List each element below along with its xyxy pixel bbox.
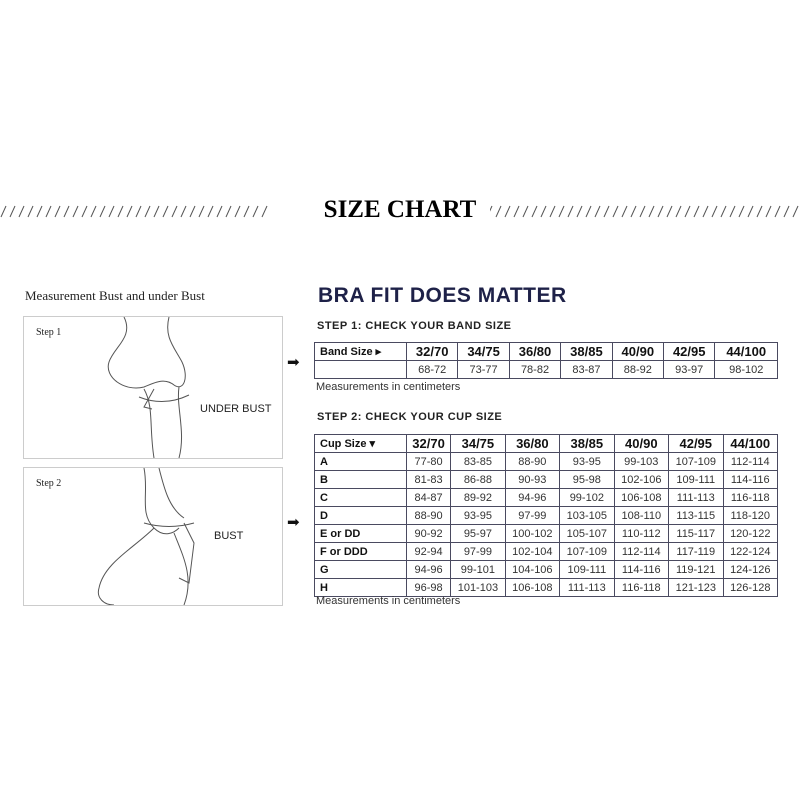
cell: 94-96 [505, 489, 559, 507]
cell: 120-122 [723, 525, 778, 543]
cup-label: C [315, 489, 407, 507]
cell: 109-111 [669, 471, 723, 489]
size-header: 44/100 [715, 343, 778, 361]
cell: 81-83 [407, 471, 451, 489]
cell: 122-124 [723, 543, 778, 561]
cell: 117-119 [669, 543, 723, 561]
cell: 98-102 [715, 361, 778, 379]
cell: 112-114 [614, 543, 668, 561]
cell: 93-97 [664, 361, 715, 379]
cell: 116-118 [723, 489, 778, 507]
cell: 118-120 [723, 507, 778, 525]
cup-label: A [315, 453, 407, 471]
band-note: Measurements in centimeters [316, 381, 461, 393]
cell: 102-106 [614, 471, 668, 489]
cup-label: H [315, 579, 407, 597]
step1-panel [23, 316, 283, 459]
cup-label: G [315, 561, 407, 579]
size-header: 38/85 [561, 343, 612, 361]
under-bust-label: UNDER BUST [200, 403, 272, 415]
arrow-right-icon: ➡ [287, 514, 300, 531]
cell: 109-111 [560, 561, 614, 579]
cell: 111-113 [560, 579, 614, 597]
cell: 101-103 [451, 579, 505, 597]
size-header: 42/95 [669, 435, 723, 453]
bust-figure-illustration [84, 468, 224, 605]
size-header: 42/95 [664, 343, 715, 361]
cell: 124-126 [723, 561, 778, 579]
cell: 95-98 [560, 471, 614, 489]
cell: 88-90 [505, 453, 559, 471]
table-row [315, 489, 778, 507]
size-header: 32/70 [407, 343, 458, 361]
cell: 108-110 [614, 507, 668, 525]
empty-cell [315, 361, 407, 379]
cell: 78-82 [509, 361, 560, 379]
table-row [315, 507, 778, 525]
table-row [315, 453, 778, 471]
cup-label: D [315, 507, 407, 525]
cell: 100-102 [505, 525, 559, 543]
table-row [315, 561, 778, 579]
size-header: 44/100 [723, 435, 778, 453]
step2-panel [23, 467, 283, 606]
table-row [315, 471, 778, 489]
step1-label: Step 1 [36, 327, 62, 338]
cell: 93-95 [451, 507, 505, 525]
cell: 89-92 [451, 489, 505, 507]
cell: 114-116 [614, 561, 668, 579]
cell: 116-118 [614, 579, 668, 597]
cell: 106-108 [505, 579, 559, 597]
size-header: 36/80 [509, 343, 560, 361]
arrow-right-icon: ➡ [287, 354, 300, 371]
cell: 99-101 [451, 561, 505, 579]
cell: 113-115 [669, 507, 723, 525]
size-header: 34/75 [451, 435, 505, 453]
cup-step-title: STEP 2: CHECK YOUR CUP SIZE [317, 411, 503, 423]
page-title: SIZE CHART [0, 196, 800, 224]
bust-label: BUST [214, 530, 244, 542]
cell: 99-102 [560, 489, 614, 507]
cell: 88-92 [612, 361, 663, 379]
cell: 97-99 [505, 507, 559, 525]
cell: 107-109 [560, 543, 614, 561]
cell: 104-106 [505, 561, 559, 579]
cell: 84-87 [407, 489, 451, 507]
cell: 103-105 [560, 507, 614, 525]
cell: 93-95 [560, 453, 614, 471]
cell: 126-128 [723, 579, 778, 597]
cup-label: F or DDD [315, 543, 407, 561]
cell: 92-94 [407, 543, 451, 561]
cup-size-header: Cup Size ▾ [315, 435, 407, 453]
cell: 107-109 [669, 453, 723, 471]
cell: 102-104 [505, 543, 559, 561]
table-row [315, 361, 778, 379]
cell: 94-96 [407, 561, 451, 579]
cell: 106-108 [614, 489, 668, 507]
table-row [315, 525, 778, 543]
cup-note: Measurements in centimeters [316, 595, 461, 607]
cell: 110-112 [614, 525, 668, 543]
cell: 121-123 [669, 579, 723, 597]
size-header: 38/85 [560, 435, 614, 453]
cell: 119-121 [669, 561, 723, 579]
band-step-title: STEP 1: CHECK YOUR BAND SIZE [317, 320, 512, 332]
cell: 86-88 [451, 471, 505, 489]
table-row [315, 543, 778, 561]
cell: 115-117 [669, 525, 723, 543]
band-size-table [314, 342, 778, 379]
cell: 68-72 [407, 361, 458, 379]
table-row [315, 435, 778, 453]
left-caption: Measurement Bust and under Bust [25, 288, 205, 303]
size-header: 32/70 [407, 435, 451, 453]
cell: 99-103 [614, 453, 668, 471]
cup-label: B [315, 471, 407, 489]
heading: BRA FIT DOES MATTER [318, 284, 567, 307]
table-row [315, 343, 778, 361]
cell: 112-114 [723, 453, 778, 471]
step2-label: Step 2 [36, 478, 62, 489]
cell: 73-77 [458, 361, 509, 379]
cell: 97-99 [451, 543, 505, 561]
size-header: 40/90 [614, 435, 668, 453]
size-header: 34/75 [458, 343, 509, 361]
cell: 83-87 [561, 361, 612, 379]
cell: 95-97 [451, 525, 505, 543]
cell: 90-92 [407, 525, 451, 543]
cup-label: E or DD [315, 525, 407, 543]
cell: 88-90 [407, 507, 451, 525]
cell: 96-98 [407, 579, 451, 597]
under-bust-figure-illustration [94, 317, 214, 458]
cell: 77-80 [407, 453, 451, 471]
cell: 83-85 [451, 453, 505, 471]
band-size-header: Band Size ▸ [315, 343, 407, 361]
cell: 114-116 [723, 471, 778, 489]
size-header: 40/90 [612, 343, 663, 361]
table-row [315, 579, 778, 597]
cell: 111-113 [669, 489, 723, 507]
size-header: 36/80 [505, 435, 559, 453]
cup-size-table [314, 434, 778, 597]
cell: 90-93 [505, 471, 559, 489]
cell: 105-107 [560, 525, 614, 543]
